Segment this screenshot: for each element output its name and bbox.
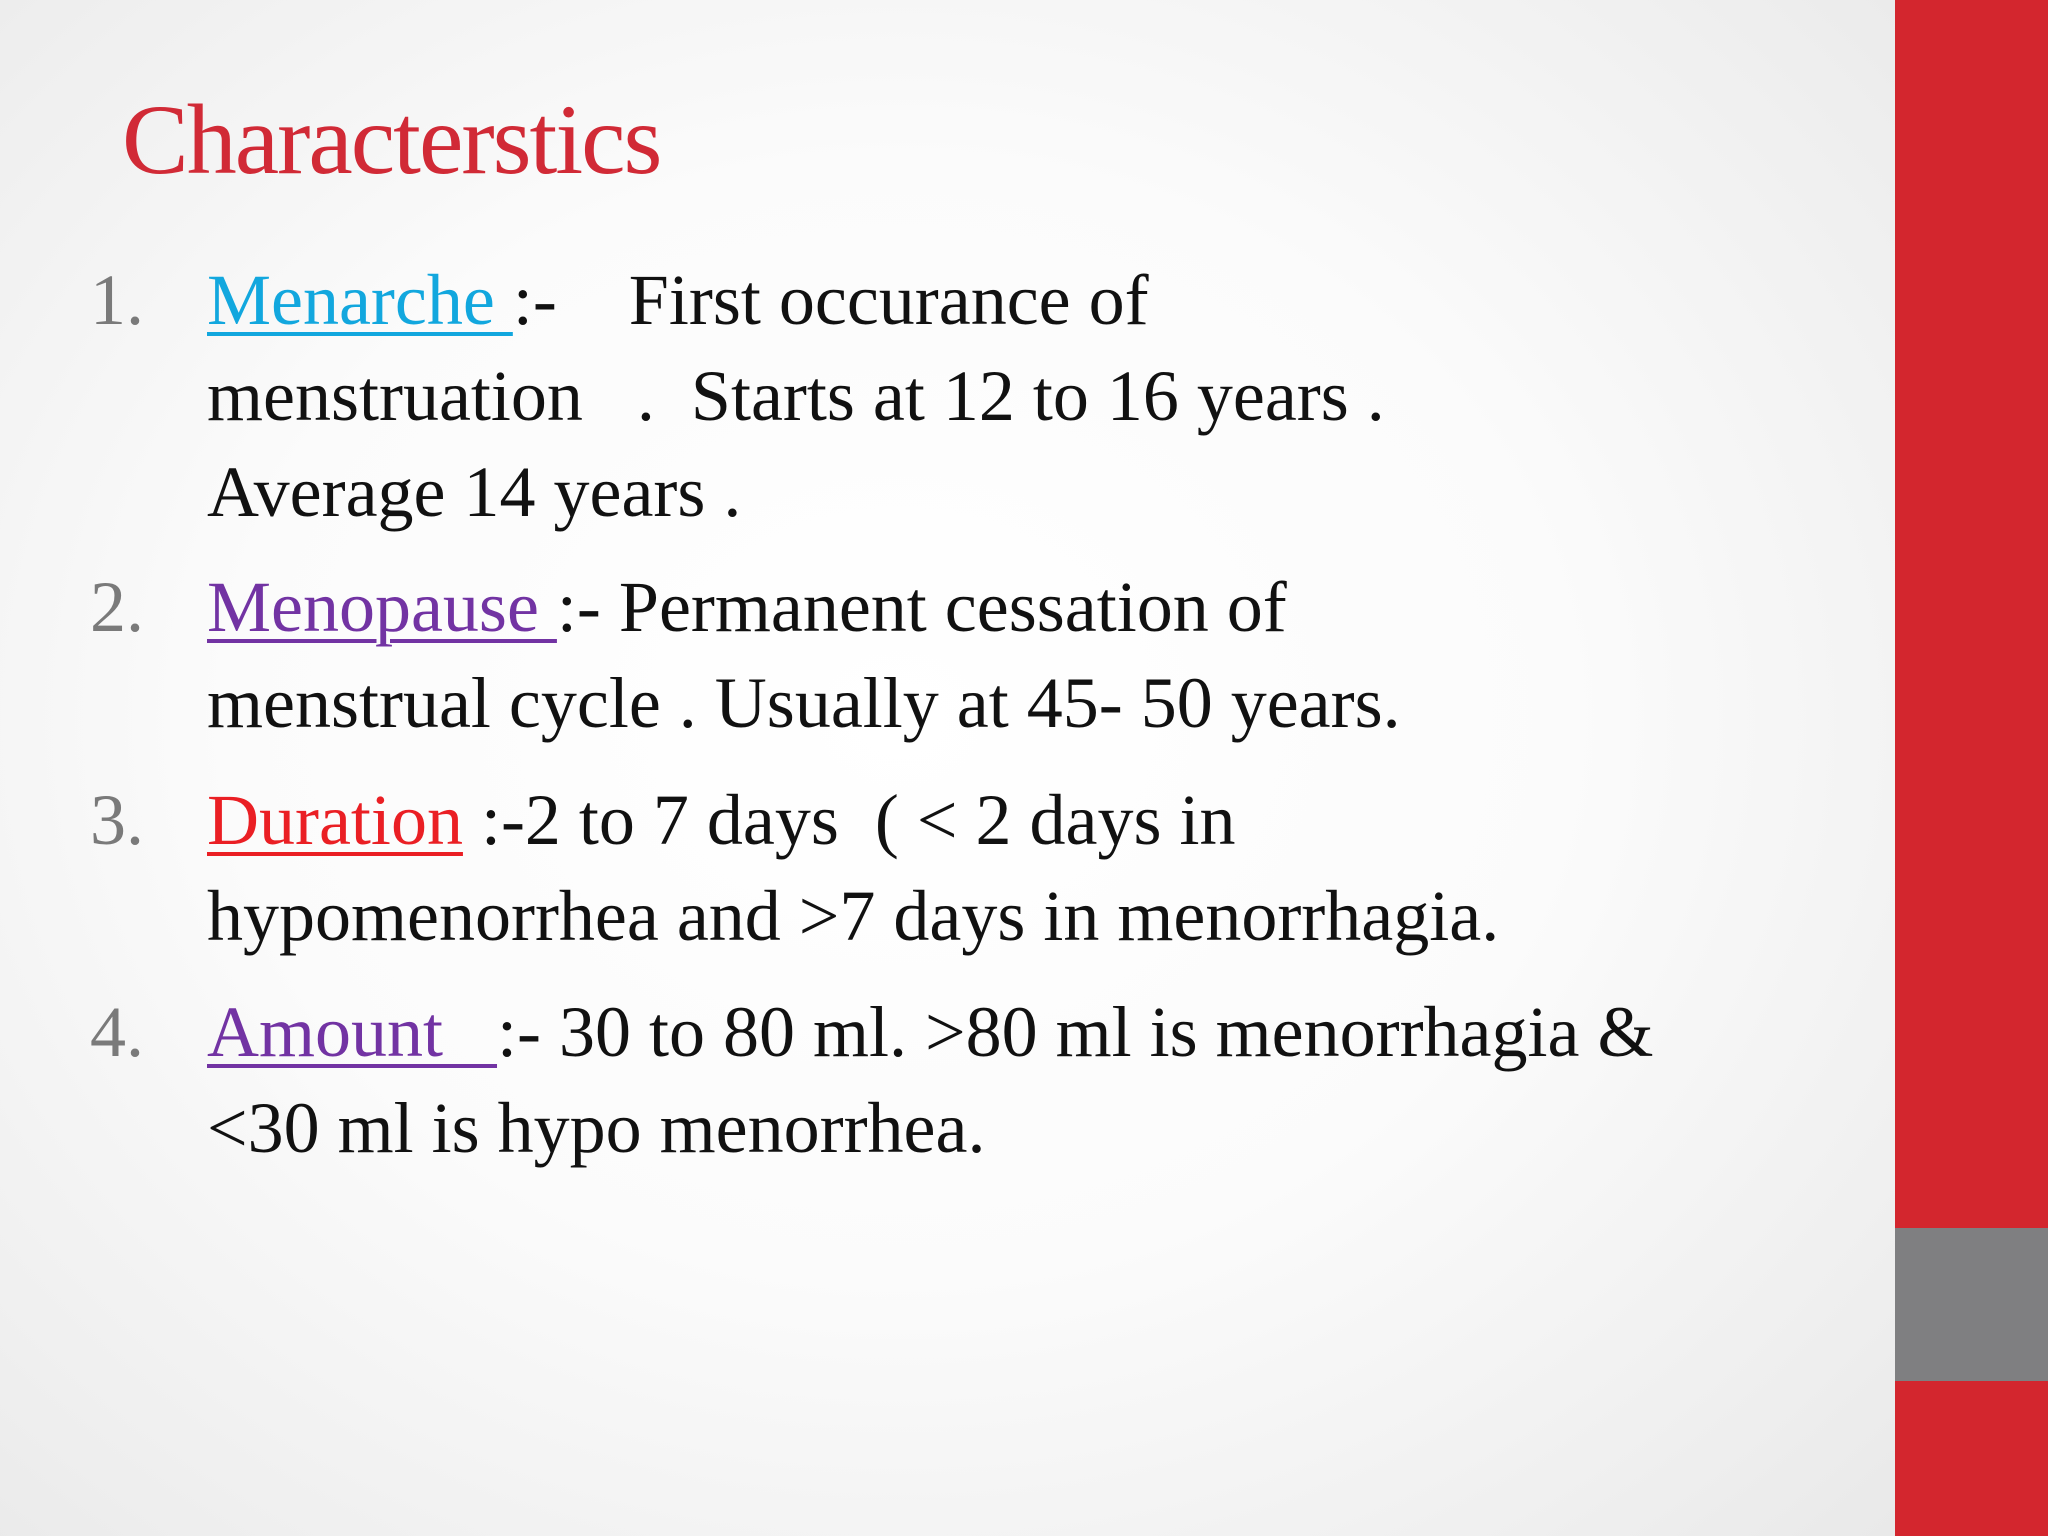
item-number: 1.	[90, 260, 144, 340]
side-bar-red-bottom	[1895, 1381, 2048, 1536]
item-line: <30 ml is hypo menorrhea.	[207, 1088, 986, 1168]
item-line: Average 14 years .	[207, 452, 742, 532]
side-bar-red-top	[1895, 0, 2048, 1228]
item-body	[207, 984, 1653, 1176]
item-line: hypomenorrhea and >7 days in menorrhagia.	[207, 876, 1500, 956]
item-body	[207, 252, 1385, 540]
term-menarche-link[interactable]: Menarche	[207, 260, 513, 340]
item-text: :-2 to 7 days ( < 2 days in	[462, 780, 1236, 860]
term-amount-link[interactable]: Amount	[207, 992, 498, 1072]
slide-title: Characterstics	[122, 84, 661, 195]
item-number: 4.	[90, 992, 144, 1072]
item-text: :- First occurance of	[512, 260, 1149, 340]
item-body	[207, 772, 1499, 964]
item-line	[207, 559, 1401, 655]
item-text: :- 30 to 80 ml. >80 ml is menorrhagia &	[497, 992, 1654, 1072]
side-accent-bar	[1895, 0, 2048, 1536]
item-body	[207, 559, 1401, 751]
item-line	[207, 252, 1385, 348]
item-number: 2.	[90, 567, 144, 647]
item-line: menstruation . Starts at 12 to 16 years .	[207, 356, 1385, 436]
item-line	[207, 772, 1499, 868]
item-text: :- Permanent cessation of	[556, 567, 1287, 647]
item-line	[207, 984, 1653, 1080]
item-line: menstrual cycle . Usually at 45- 50 years.	[207, 663, 1401, 743]
side-bar-gray-middle	[1895, 1228, 2048, 1381]
item-number: 3.	[90, 780, 144, 860]
term-menopause-link[interactable]: Menopause	[207, 567, 557, 647]
term-duration-link[interactable]: Duration	[207, 780, 463, 860]
